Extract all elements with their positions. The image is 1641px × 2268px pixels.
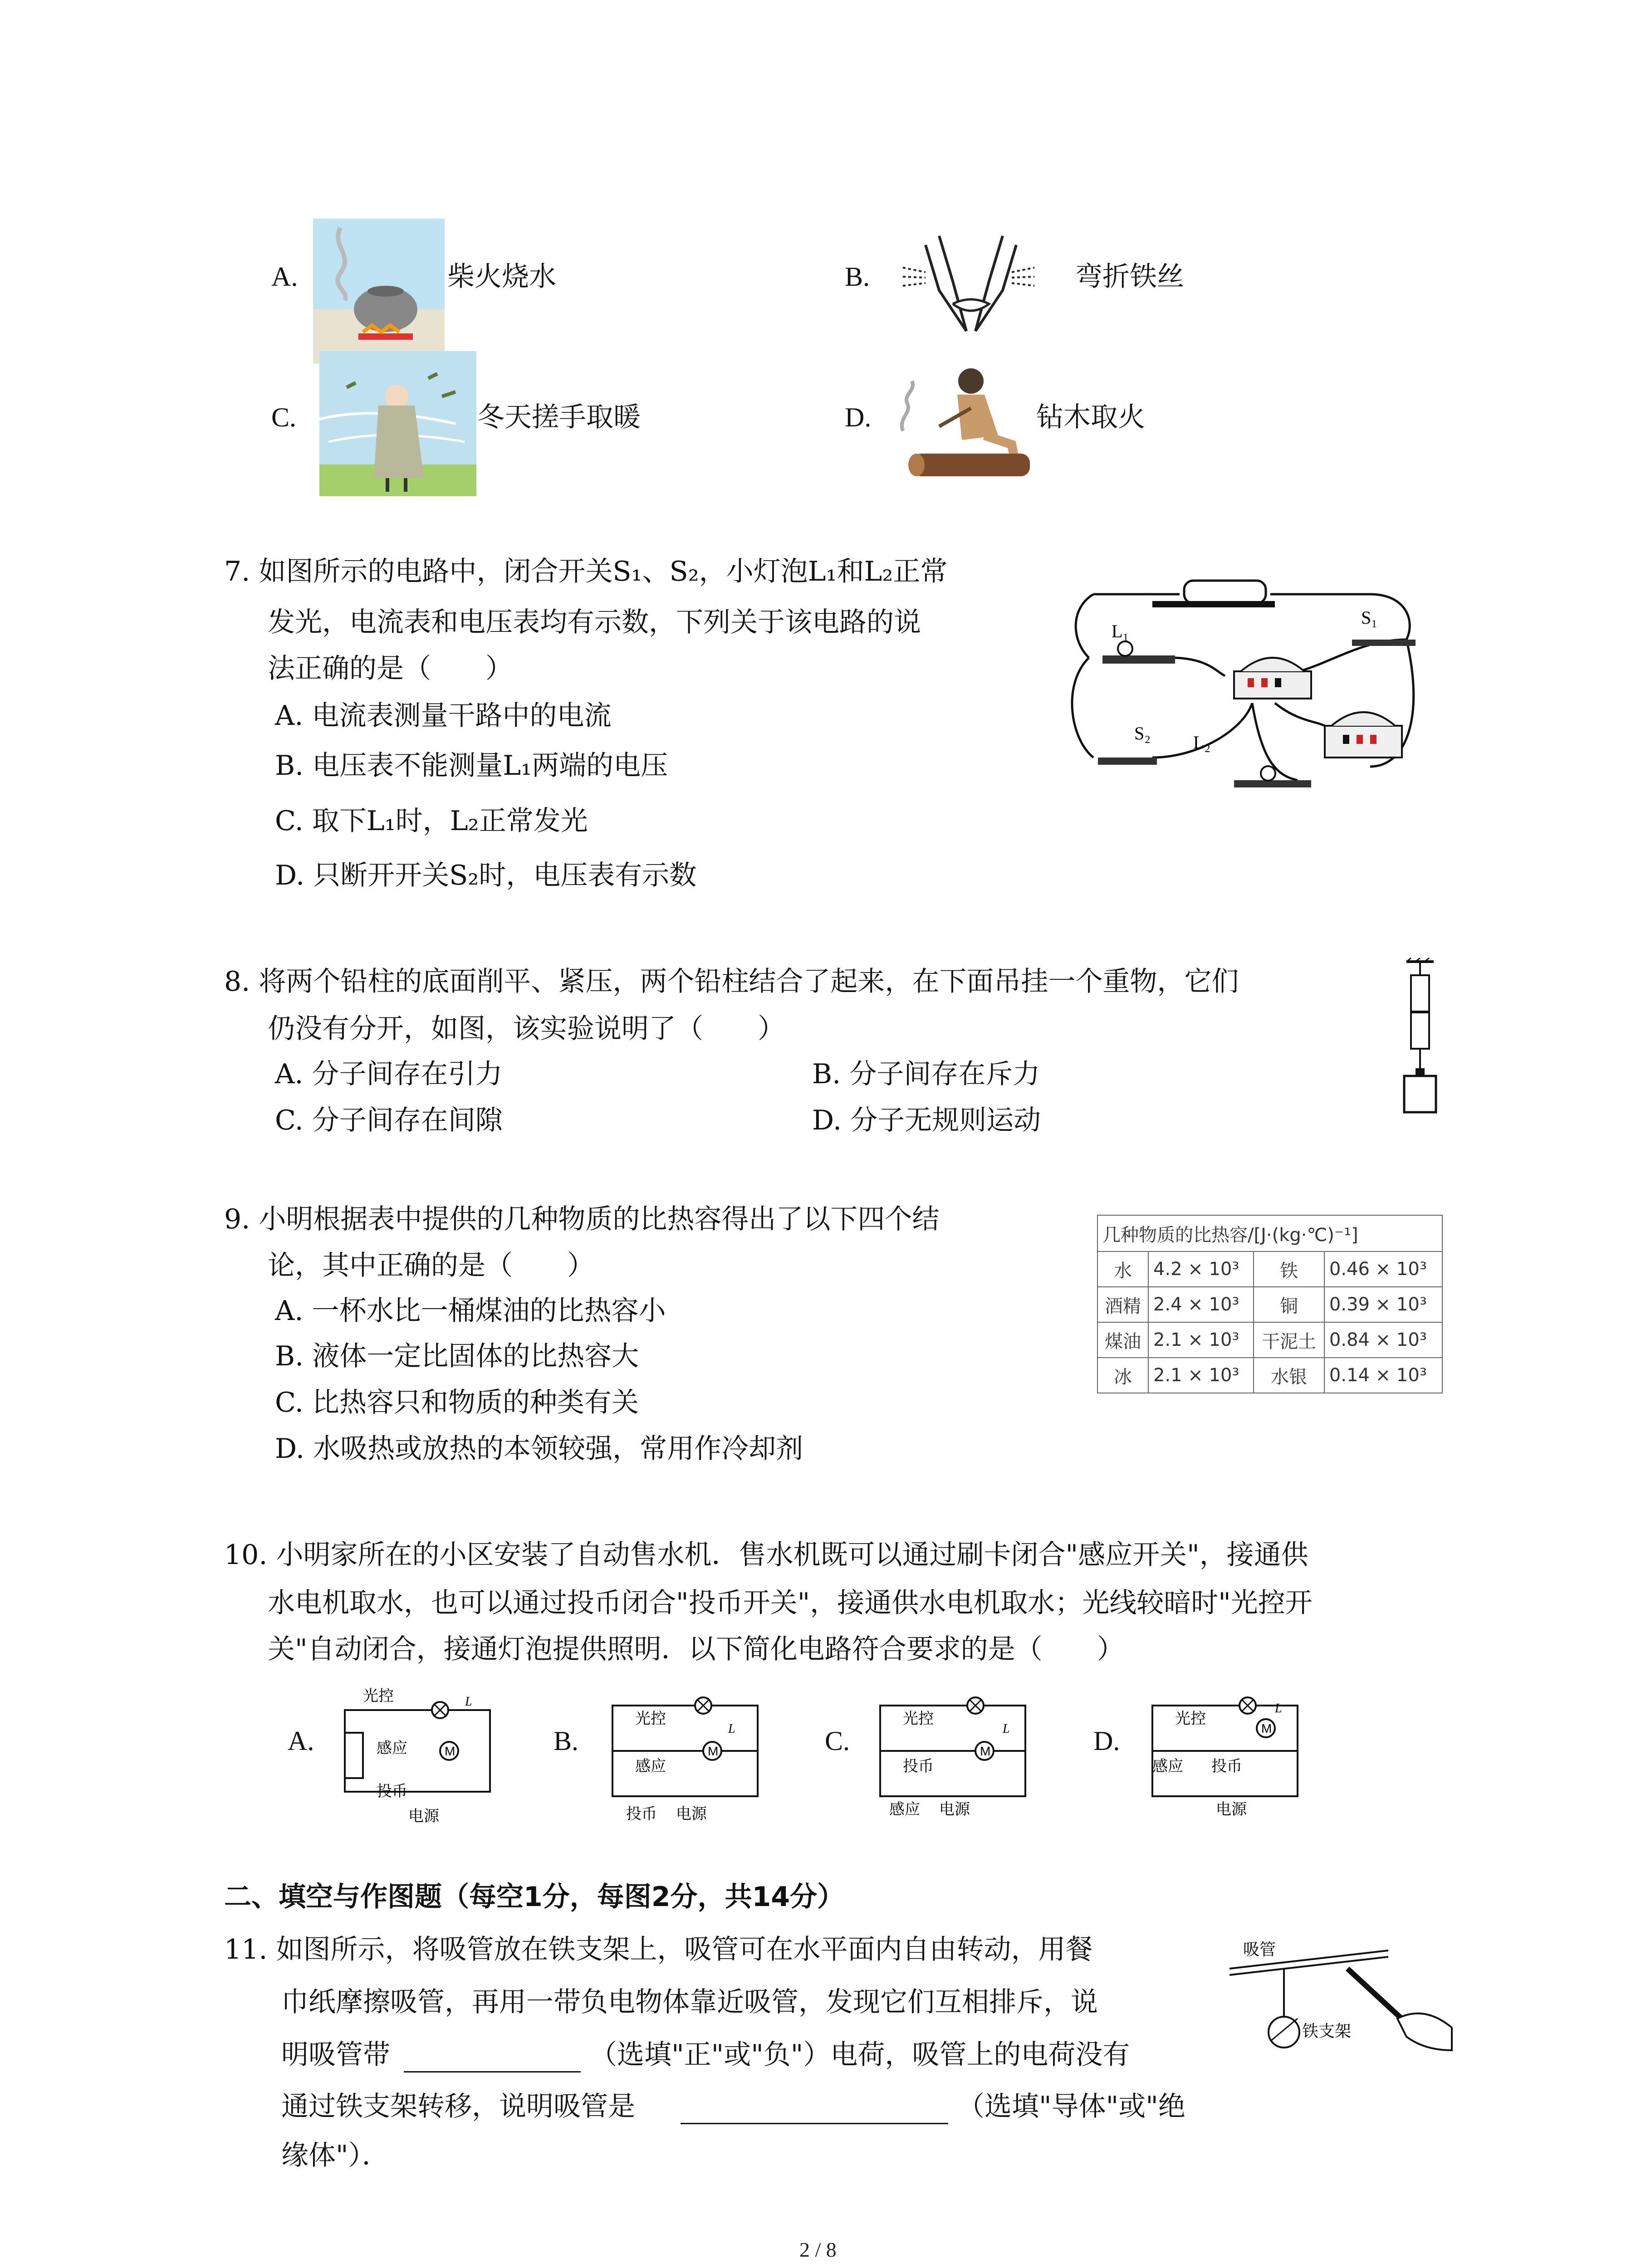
q6-option-c-image	[319, 351, 476, 496]
table-cell: 铁	[1254, 1251, 1324, 1287]
light-switch-label: 光控	[903, 1710, 934, 1728]
sense-switch-label: 感应	[1152, 1757, 1183, 1775]
q11-stem-line4b: （选填"导体"或"绝	[957, 2091, 1185, 2122]
sense-switch-label: 感应	[377, 1739, 407, 1757]
table-cell: 酒精	[1097, 1287, 1148, 1322]
power-label: 电源	[408, 1807, 439, 1823]
sense-switch-label: 感应	[889, 1800, 920, 1818]
q10-circuit-d	[1143, 1678, 1307, 1823]
q6-option-c-text: 冬天搓手取暖	[477, 401, 641, 433]
q9-option-d: D. 水吸热或放热的本领较强，常用作冷却剂	[275, 1433, 803, 1465]
lamp-label: L	[465, 1695, 472, 1709]
motor-label: M	[980, 1744, 991, 1758]
table-cell: 4.2 × 10³	[1148, 1251, 1254, 1287]
q11-answer-blank-2[interactable]	[681, 2123, 948, 2124]
q6-option-d-letter: D.	[845, 402, 872, 432]
table-cell: 干泥土	[1254, 1322, 1324, 1358]
q6-option-d-text: 钻木取火	[1036, 401, 1145, 433]
q10-option-c-letter: C.	[825, 1726, 850, 1756]
q11-fig-label-stand: 铁支架	[1302, 2022, 1352, 2041]
table-cell: 铜	[1254, 1287, 1324, 1322]
q6-option-c-letter: C.	[271, 402, 297, 432]
coin-switch-label: 投币	[626, 1805, 657, 1823]
q8-stem-line1: 8. 将两个铅柱的底面削平、紧压，两个铅柱结合了起来，在下面吊挂一个重物，它们	[224, 966, 1239, 997]
table-cell: 0.39 × 10³	[1324, 1287, 1442, 1322]
q6-option-b-image	[898, 227, 1039, 345]
q11-stem-line4a: 通过铁支架转移，说明吸管是	[281, 2091, 635, 2122]
q9-table-header: 几种物质的比热容/[J·(kg·℃)⁻¹]	[1097, 1215, 1442, 1251]
lamp-label: L	[1003, 1722, 1010, 1736]
table-cell: 0.84 × 10³	[1324, 1322, 1442, 1358]
q7-stem-line1: 7. 如图所示的电路中，闭合开关S₁、S₂，小灯泡L₁和L₂正常	[224, 556, 948, 587]
q7-option-c: C. 取下L₁时，L₂正常发光	[275, 805, 588, 837]
table-row	[1097, 1251, 1442, 1287]
lamp-label: L	[1275, 1701, 1282, 1716]
coin-switch-label: 投币	[903, 1757, 934, 1775]
table-cell: 水	[1097, 1251, 1148, 1287]
q7-fig-label-s1: S₁	[1361, 607, 1378, 628]
motor-label: M	[708, 1744, 719, 1758]
light-switch-label: 光控	[635, 1710, 666, 1728]
q10-stem-line3: 关"自动闭合，接通灯泡提供照明．以下简化电路符合要求的是（ ）	[268, 1633, 1124, 1665]
q6-option-b-letter: B.	[845, 262, 870, 292]
q11-stem-line3a: 明吸管带	[281, 2039, 390, 2071]
power-label: 电源	[676, 1805, 707, 1823]
q7-fig-label-l2: L₂	[1193, 732, 1211, 753]
q8-option-d: D. 分子无规则运动	[812, 1105, 1041, 1136]
q8-stem-line2: 仍没有分开，如图，该实验说明了（ ）	[268, 1013, 785, 1045]
table-cell: 0.46 × 10³	[1324, 1251, 1442, 1287]
page-number: 2 / 8	[799, 2238, 837, 2261]
power-label: 电源	[1216, 1800, 1247, 1818]
q9-option-c: C. 比热容只和物质的种类有关	[275, 1387, 639, 1418]
q6-option-b-text: 弯折铁丝	[1075, 261, 1184, 293]
table-cell: 2.1 × 10³	[1148, 1322, 1254, 1358]
q11-fig-label-straw: 吸管	[1243, 1941, 1276, 1959]
lamp-label: L	[728, 1722, 735, 1736]
table-cell: 2.1 × 10³	[1148, 1358, 1254, 1393]
sense-switch-label: 感应	[635, 1757, 666, 1775]
q10-stem-line2: 水电机取水，也可以通过投币闭合"投币开关"，接通供水电机取水；光线较暗时"光控开	[268, 1587, 1313, 1619]
table-cell: 冰	[1097, 1358, 1148, 1393]
table-row	[1097, 1322, 1442, 1358]
q11-straw-figure	[1225, 1932, 1461, 2059]
q9-stem-line1: 9. 小明根据表中提供的几种物质的比热容得出了以下四个结	[224, 1203, 940, 1235]
light-switch-label: 光控	[1175, 1710, 1206, 1728]
q7-fig-label-s2: S₂	[1134, 723, 1151, 743]
table-cell: 0.14 × 10³	[1324, 1358, 1442, 1393]
q7-circuit-diagram	[1062, 567, 1443, 812]
section2-title: 二、填空与作图题（每空1分，每图2分，共14分）	[224, 1881, 844, 1913]
coin-switch-label: 投币	[377, 1782, 407, 1800]
q11-stem-line2: 巾纸摩擦吸管，再用一带负电物体靠近吸管，发现它们互相排斥，说	[281, 1986, 1098, 2018]
q9-stem-line2: 论，其中正确的是（ ）	[268, 1250, 594, 1281]
table-cell: 水银	[1254, 1358, 1324, 1393]
q10-option-a-letter: A.	[288, 1726, 314, 1756]
coin-switch-label: 投币	[1211, 1757, 1242, 1775]
q7-option-b: B. 电压表不能测量L₁两端的电压	[275, 750, 668, 782]
q10-option-b-letter: B.	[554, 1726, 579, 1756]
q7-fig-label-l1: L₁	[1112, 621, 1129, 641]
table-cell: 2.4 × 10³	[1148, 1287, 1254, 1322]
q11-stem-line5: 缘体"）．	[281, 2140, 389, 2171]
q10-circuit-a	[336, 1678, 499, 1823]
table-row	[1097, 1287, 1442, 1322]
q7-option-a: A. 电流表测量干路中的电流	[275, 700, 612, 732]
q10-circuit-b	[603, 1683, 767, 1828]
q9-option-a: A. 一杯水比一桶煤油的比热容小	[275, 1295, 666, 1327]
q7-stem-line3: 法正确的是（ ）	[268, 653, 513, 684]
q8-option-a: A. 分子间存在引力	[275, 1058, 503, 1090]
q6-option-a-image	[313, 219, 445, 364]
q8-option-b: B. 分子间存在斥力	[812, 1058, 1040, 1090]
motor-label: M	[445, 1744, 456, 1758]
q7-option-d: D. 只断开开关S₂时，电压表有示数	[275, 860, 697, 891]
q8-option-c: C. 分子间存在间隙	[275, 1105, 503, 1136]
q9-specific-heat-table	[1097, 1215, 1443, 1393]
q6-option-d-image	[894, 363, 1034, 485]
motor-label: M	[1261, 1721, 1272, 1735]
q9-option-b: B. 液体一定比固体的比热容大	[275, 1340, 639, 1372]
q7-stem-line2: 发光，电流表和电压表均有示数，下列关于该电路的说	[268, 606, 921, 638]
q10-stem-line1: 10. 小明家所在的小区安装了自动售水机．售水机既可以通过刷卡闭合"感应开关"，接通供	[224, 1539, 1308, 1571]
q11-stem-line3b: （选填"正"或"负"）电荷，吸管上的电荷没有	[590, 2039, 1130, 2071]
light-switch-label: 光控	[363, 1687, 394, 1705]
power-label: 电源	[939, 1800, 970, 1818]
q10-option-d-letter: D.	[1093, 1726, 1120, 1756]
q11-stem-line1: 11. 如图所示，将吸管放在铁支架上，吸管可在水平面内自由转动，用餐	[224, 1934, 1093, 1965]
q11-answer-blank-1[interactable]	[404, 2071, 581, 2072]
table-row	[1097, 1358, 1442, 1393]
q8-lead-cylinder-figure	[1397, 957, 1443, 1120]
q6-option-a-letter: A.	[271, 262, 298, 292]
q6-option-a-text: 柴火烧水	[447, 261, 556, 293]
q10-circuit-c	[871, 1678, 1034, 1823]
table-cell: 煤油	[1097, 1322, 1148, 1358]
